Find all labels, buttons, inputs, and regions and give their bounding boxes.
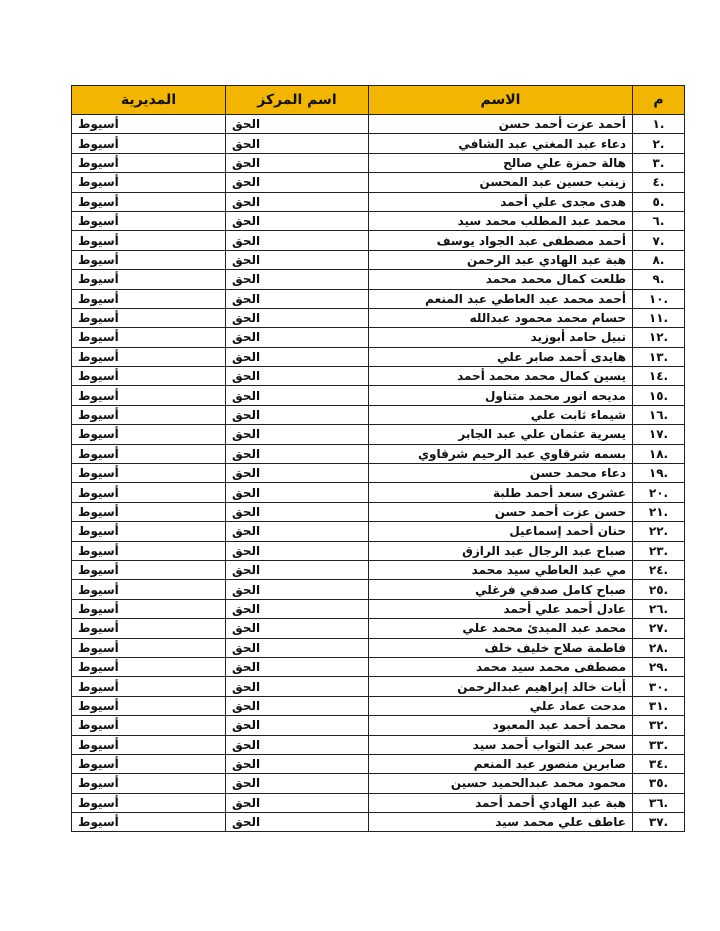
table-row [72, 774, 685, 793]
row-number: .٨ [633, 250, 685, 269]
row-directorate: أسيوط [72, 677, 226, 696]
table-row [72, 619, 685, 638]
row-number: .١٧ [633, 425, 685, 444]
row-number: .٢٨ [633, 638, 685, 657]
row-center: الحق [226, 192, 369, 211]
row-name: صباح عبد الرجال عبد الرازق [369, 541, 633, 560]
table-row [72, 793, 685, 812]
row-directorate: أسيوط [72, 774, 226, 793]
row-number: .٢٢ [633, 522, 685, 541]
table-row [72, 696, 685, 715]
table-row [72, 289, 685, 308]
row-center: الحق [226, 619, 369, 638]
row-name: مصطفى محمد سيد محمد [369, 657, 633, 676]
row-directorate: أسيوط [72, 173, 226, 192]
row-center: الحق [226, 405, 369, 424]
table-row [72, 657, 685, 676]
row-name: أيات خالد إبراهيم عبدالرحمن [369, 677, 633, 696]
row-name: أحمد عزت أحمد حسن [369, 115, 633, 134]
row-center: الحق [226, 716, 369, 735]
table-row [72, 464, 685, 483]
row-directorate: أسيوط [72, 541, 226, 560]
table-row [72, 367, 685, 386]
row-directorate: أسيوط [72, 425, 226, 444]
table-row [72, 425, 685, 444]
row-number: .٣٦ [633, 793, 685, 812]
table-row [72, 541, 685, 560]
row-center: الحق [226, 289, 369, 308]
row-name: دعاء عبد المغني عبد الشافي [369, 134, 633, 153]
row-center: الحق [226, 599, 369, 618]
row-center: الحق [226, 657, 369, 676]
row-center: الحق [226, 677, 369, 696]
row-number: .٤ [633, 173, 685, 192]
table-row [72, 347, 685, 366]
row-directorate: أسيوط [72, 793, 226, 812]
row-number: .٩ [633, 270, 685, 289]
row-center: الحق [226, 483, 369, 502]
row-center: الحق [226, 793, 369, 812]
row-center: الحق [226, 270, 369, 289]
row-number: .١٨ [633, 444, 685, 463]
table-row [72, 735, 685, 754]
row-center: الحق [226, 211, 369, 230]
table-row [72, 677, 685, 696]
row-number: .٣٣ [633, 735, 685, 754]
table-row [72, 231, 685, 250]
table-row [72, 134, 685, 153]
row-name: حسن عزت أحمد حسن [369, 502, 633, 521]
row-name: نبيل حامد أبوزيد [369, 328, 633, 347]
row-center: الحق [226, 115, 369, 134]
row-center: الحق [226, 367, 369, 386]
row-directorate: أسيوط [72, 231, 226, 250]
table-row [72, 444, 685, 463]
row-directorate: أسيوط [72, 367, 226, 386]
row-center: الحق [226, 754, 369, 773]
row-number: .٢٧ [633, 619, 685, 638]
row-directorate: أسيوط [72, 289, 226, 308]
table-body [72, 115, 685, 832]
row-directorate: أسيوط [72, 716, 226, 735]
row-number: .١٥ [633, 386, 685, 405]
row-center: الحق [226, 308, 369, 327]
row-number: .٢٩ [633, 657, 685, 676]
row-number: .٥ [633, 192, 685, 211]
table-row [72, 522, 685, 541]
row-directorate: أسيوط [72, 560, 226, 579]
table-row [72, 211, 685, 230]
row-directorate: أسيوط [72, 444, 226, 463]
table-row [72, 386, 685, 405]
row-name: طلعت كمال محمد محمد [369, 270, 633, 289]
table-row [72, 328, 685, 347]
row-number: .٧ [633, 231, 685, 250]
row-name: عاطف علي محمد سيد [369, 813, 633, 832]
table-row [72, 483, 685, 502]
table-row [72, 115, 685, 134]
row-center: الحق [226, 347, 369, 366]
row-number: .٢٦ [633, 599, 685, 618]
row-name: زينب حسين عبد المحسن [369, 173, 633, 192]
table-row [72, 638, 685, 657]
row-name: محمد عبد المبدئ محمد علي [369, 619, 633, 638]
row-directorate: أسيوط [72, 619, 226, 638]
table-row [72, 308, 685, 327]
row-center: الحق [226, 638, 369, 657]
row-number: .١٩ [633, 464, 685, 483]
row-center: الحق [226, 134, 369, 153]
row-directorate: أسيوط [72, 134, 226, 153]
row-name: هايدى أحمد صابر علي [369, 347, 633, 366]
row-number: .٢٤ [633, 560, 685, 579]
row-name: عادل أحمد علي أحمد [369, 599, 633, 618]
table-row [72, 250, 685, 269]
row-directorate: أسيوط [72, 696, 226, 715]
row-number: .١٢ [633, 328, 685, 347]
row-name: فاطمة صلاح خليف خلف [369, 638, 633, 657]
row-number: .٢٣ [633, 541, 685, 560]
row-center: الحق [226, 813, 369, 832]
header-center: اسم المركز [226, 86, 369, 115]
row-number: .٣٤ [633, 754, 685, 773]
row-directorate: أسيوط [72, 386, 226, 405]
row-center: الحق [226, 250, 369, 269]
table-row [72, 716, 685, 735]
row-name: صباح كامل صدقي فرغلي [369, 580, 633, 599]
header-num: م [633, 86, 685, 115]
row-number: .١٣ [633, 347, 685, 366]
row-number: .٦ [633, 211, 685, 230]
row-name: أحمد مصطفى عبد الجواد يوسف [369, 231, 633, 250]
row-number: .٢٠ [633, 483, 685, 502]
row-name: صابرين منصور عبد المنعم [369, 754, 633, 773]
row-name: سحر عبد التواب أحمد سيد [369, 735, 633, 754]
row-name: مديحه انور محمد متناول [369, 386, 633, 405]
row-directorate: أسيوط [72, 502, 226, 521]
row-directorate: أسيوط [72, 115, 226, 134]
row-name: محمد أحمد عبد المعبود [369, 716, 633, 735]
row-number: .٢ [633, 134, 685, 153]
table-row [72, 270, 685, 289]
row-name: أحمد محمد عبد العاطي عبد المنعم [369, 289, 633, 308]
table-header-row [72, 86, 685, 115]
row-number: .٢٥ [633, 580, 685, 599]
row-center: الحق [226, 328, 369, 347]
row-center: الحق [226, 560, 369, 579]
row-number: .٣ [633, 153, 685, 172]
row-center: الحق [226, 696, 369, 715]
row-center: الحق [226, 464, 369, 483]
row-number: .٣٠ [633, 677, 685, 696]
row-directorate: أسيوط [72, 638, 226, 657]
row-center: الحق [226, 231, 369, 250]
row-directorate: أسيوط [72, 522, 226, 541]
row-number: .١٤ [633, 367, 685, 386]
row-directorate: أسيوط [72, 464, 226, 483]
row-name: مي عبد العاطي سيد محمد [369, 560, 633, 579]
row-directorate: أسيوط [72, 483, 226, 502]
row-directorate: أسيوط [72, 405, 226, 424]
table-row [72, 754, 685, 773]
table-row [72, 153, 685, 172]
row-name: محمد عبد المطلب محمد سيد [369, 211, 633, 230]
row-number: .٣٥ [633, 774, 685, 793]
row-center: الحق [226, 173, 369, 192]
row-name: هدى مجدى علي أحمد [369, 192, 633, 211]
row-center: الحق [226, 735, 369, 754]
row-number: .١١ [633, 308, 685, 327]
row-directorate: أسيوط [72, 580, 226, 599]
row-number: .١٦ [633, 405, 685, 424]
row-name: هبة عبد الهادي أحمد أحمد [369, 793, 633, 812]
row-name: محمود محمد عبدالحميد حسين [369, 774, 633, 793]
row-number: .٣٧ [633, 813, 685, 832]
table-row [72, 599, 685, 618]
row-center: الحق [226, 541, 369, 560]
row-name: حنان أحمد إسماعيل [369, 522, 633, 541]
row-directorate: أسيوط [72, 270, 226, 289]
header-directorate: المديرية [72, 86, 226, 115]
table-row [72, 502, 685, 521]
row-directorate: أسيوط [72, 599, 226, 618]
row-directorate: أسيوط [72, 308, 226, 327]
row-number: .٣١ [633, 696, 685, 715]
row-name: بسمه شرقاوي عبد الرحيم شرقاوي [369, 444, 633, 463]
table-row [72, 405, 685, 424]
row-name: هالة حمزة علي صالح [369, 153, 633, 172]
table-row [72, 192, 685, 211]
row-directorate: أسيوط [72, 657, 226, 676]
row-directorate: أسيوط [72, 813, 226, 832]
row-name: يسرية عثمان علي عبد الجابر [369, 425, 633, 444]
row-name: مدحت عماد علي [369, 696, 633, 715]
row-center: الحق [226, 580, 369, 599]
row-directorate: أسيوط [72, 211, 226, 230]
row-name: هبة عبد الهادي عبد الرحمن [369, 250, 633, 269]
header-name: الاسم [369, 86, 633, 115]
row-name: يسين كمال محمد محمد أحمد [369, 367, 633, 386]
row-number: .٣٢ [633, 716, 685, 735]
row-name: شيماء ثابت علي [369, 405, 633, 424]
row-directorate: أسيوط [72, 192, 226, 211]
row-center: الحق [226, 774, 369, 793]
table-row [72, 813, 685, 832]
row-center: الحق [226, 522, 369, 541]
row-name: دعاء محمد حسن [369, 464, 633, 483]
row-center: الحق [226, 502, 369, 521]
table-row [72, 173, 685, 192]
row-center: الحق [226, 444, 369, 463]
row-directorate: أسيوط [72, 153, 226, 172]
row-center: الحق [226, 386, 369, 405]
row-directorate: أسيوط [72, 347, 226, 366]
row-directorate: أسيوط [72, 328, 226, 347]
row-directorate: أسيوط [72, 754, 226, 773]
row-number: .١٠ [633, 289, 685, 308]
row-directorate: أسيوط [72, 735, 226, 754]
names-table [71, 85, 685, 832]
row-number: .٢١ [633, 502, 685, 521]
table-row [72, 580, 685, 599]
row-directorate: أسيوط [72, 250, 226, 269]
row-center: الحق [226, 425, 369, 444]
names-table-container [71, 85, 684, 832]
row-name: عشرى سعد أحمد طلبة [369, 483, 633, 502]
row-number: .١ [633, 115, 685, 134]
row-center: الحق [226, 153, 369, 172]
row-name: حسام محمد محمود عبدالله [369, 308, 633, 327]
table-row [72, 560, 685, 579]
